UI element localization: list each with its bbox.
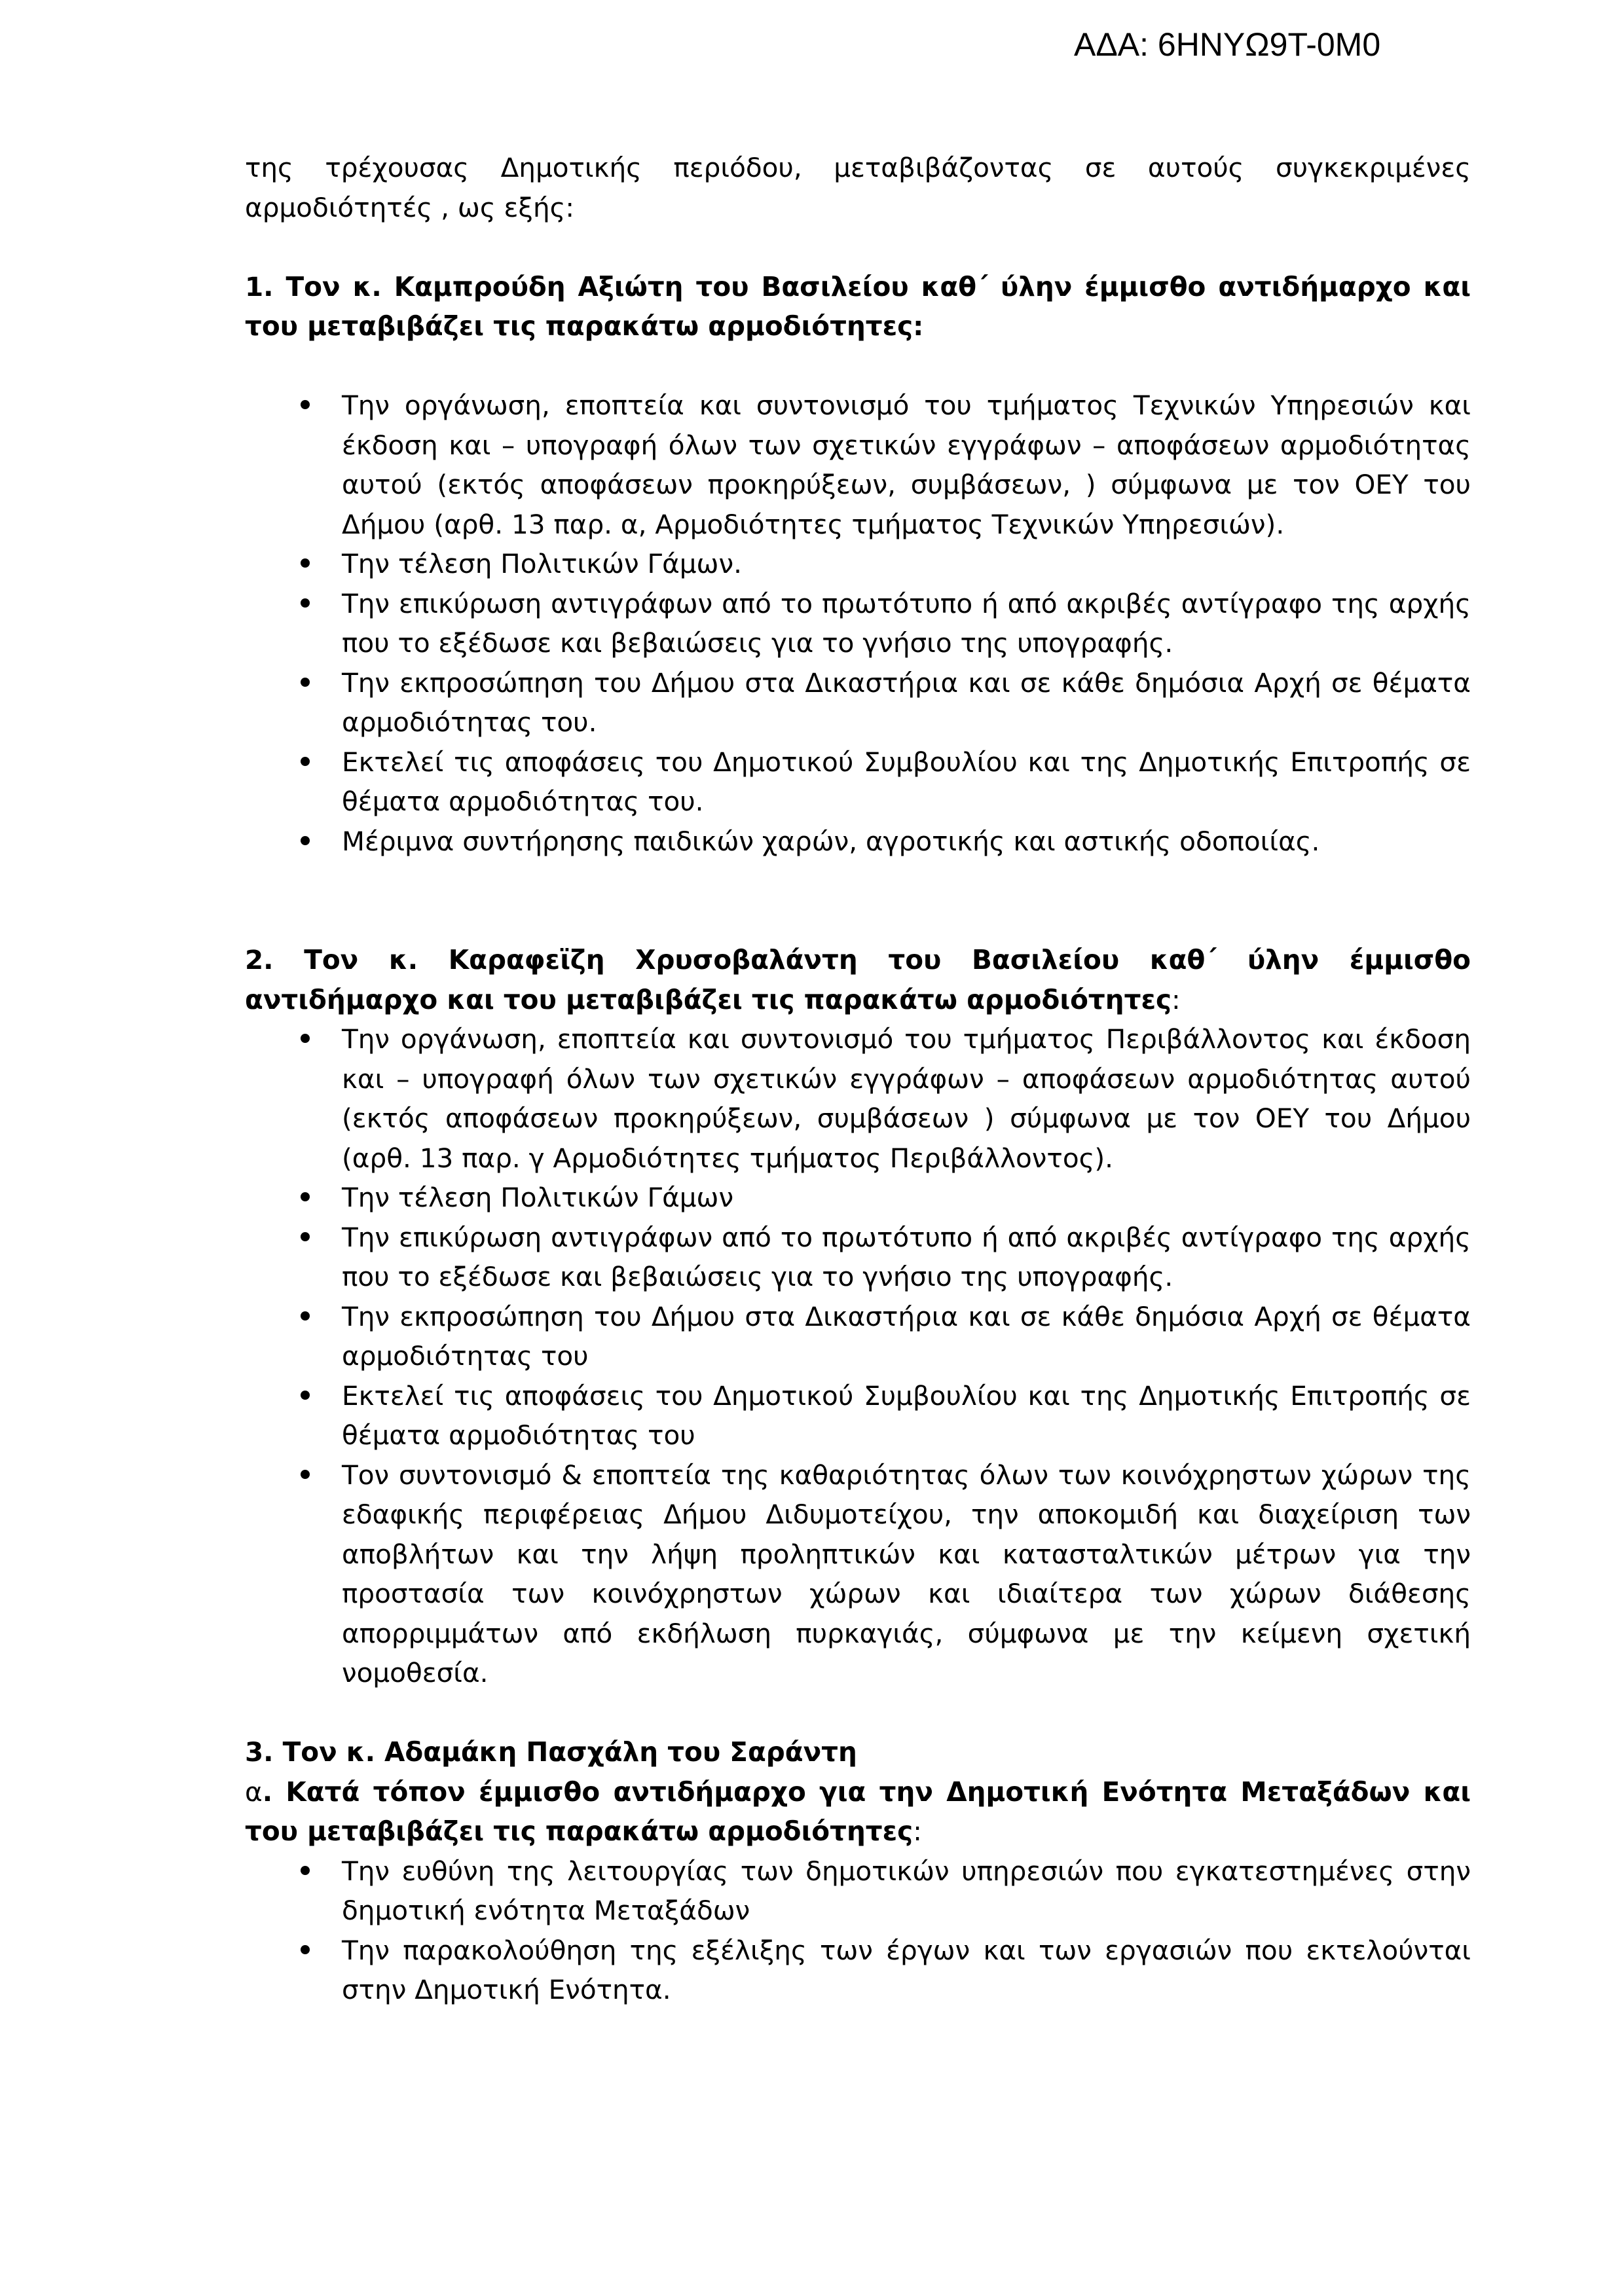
bullet-icon [299, 584, 312, 624]
list-item [245, 544, 1471, 584]
bullet-icon [299, 663, 312, 703]
spacer [245, 346, 1471, 386]
list-item-text: Την οργάνωση, εποπτεία και συντονισμό του τμήματος Περιβάλλοντος και έκδοση και – υπογραφή όλων των σχετικών εγγράφων – αποφάσεων αρμοδιότητας αυτού (εκτός αποφάσεων προκηρύξεων, συμβάσεων ) σύμφωνα με τον ΟΕΥ του Δήμου (αρθ. 13 παρ. γ Αρμοδιότητες τμήματος Περιβάλλοντος). [342, 1023, 1471, 1174]
list-item [245, 1455, 1471, 1693]
bullet-icon [299, 1218, 312, 1258]
list-item [245, 1019, 1471, 1178]
list-item-text: Μέριμνα συντήρησης παιδικών χαρών, αγροτικής και αστικής οδοποιίας. [342, 825, 1320, 857]
section-3a-heading-text: . Κατά τόπον έμμισθο αντιδήμαρχο για την Δημοτική Ενότητα Μεταξάδων και του μεταβιβάζει τις παρακάτω αρμοδιότητες [245, 1776, 1471, 1847]
document-body [245, 148, 1471, 2010]
list-item-text: Την τέλεση Πολιτικών Γάμων [342, 1182, 734, 1213]
list-item-text: Εκτελεί τις αποφάσεις του Δημοτικού Συμβουλίου και της Δημοτικής Επιτροπής σε θέματα αρμοδιότητας του. [342, 746, 1471, 817]
section-1-list [245, 386, 1471, 861]
list-item-text: Εκτελεί τις αποφάσεις του Δημοτικού Συμβουλίου και της Δημοτικής Επιτροπής σε θέματα αρμοδιότητας του [342, 1379, 1471, 1451]
bullet-icon [299, 544, 312, 584]
ada-code: ΑΔΑ: 6HNYΩ9T-0M0 [1074, 26, 1381, 63]
list-item [245, 1376, 1471, 1455]
list-item [245, 663, 1471, 742]
bullet-icon [299, 1297, 312, 1337]
list-item [245, 584, 1471, 663]
list-item-text: Την τέλεση Πολιτικών Γάμων. [342, 548, 742, 579]
list-item-text: Την εκπροσώπηση του Δήμου στα Δικαστήρια και σε κάθε δημόσια Αρχή σε θέματα αρμοδιότητας του. [342, 666, 1471, 738]
bullet-icon [299, 742, 312, 782]
list-item-text: Τον συντονισμό & εποπτεία της καθαριότητας όλων των κοινόχρηστων χώρων της εδαφικής περιφέρειας Δήμου Διδυμοτείχου, την αποκομιδή και διαχείριση των αποβλήτων και την λήψη προληπτικών και κατασταλτικών μέτρων για την προστασία των κοινόχρηστων χώρων και ιδιαίτερα των χώρων διάθεσης απορριμμάτων από εκδήλωση πυρκαγιάς, σύμφωνα με την κείμενη σχετική νομοθεσία. [342, 1459, 1471, 1688]
list-item [245, 1297, 1471, 1376]
section-3-list [245, 1851, 1471, 2010]
section-3a-heading-colon: : [913, 1815, 922, 1847]
list-item-text: Την εκπροσώπηση του Δήμου στα Δικαστήρια και σε κάθε δημόσια Αρχή σε θέματα αρμοδιότητας του [342, 1300, 1471, 1372]
section-3-heading: 3. Τον κ. Αδαμάκη Πασχάλη του Σαράντη [245, 1736, 857, 1768]
section-2 [245, 940, 1471, 1693]
section-2-heading-colon: : [1172, 983, 1181, 1015]
bullet-icon [299, 1178, 312, 1218]
section-2-list [245, 1019, 1471, 1693]
list-item [245, 1178, 1471, 1218]
list-item-text: Την επικύρωση αντιγράφων από το πρωτότυπο ή από ακριβές αντίγραφο της αρχής που το εξέδωσε και βεβαιώσεις για το γνήσιο της υπογραφής. [342, 1221, 1471, 1292]
list-item-text: Την επικύρωση αντιγράφων από το πρωτότυπο ή από ακριβές αντίγραφο της αρχής που το εξέδωσε και βεβαιώσεις για το γνήσιο της υπογραφής. [342, 587, 1471, 659]
list-item [245, 1218, 1471, 1297]
list-item [245, 1931, 1471, 2010]
spacer [245, 1693, 1471, 1733]
bullet-icon [299, 1931, 312, 1971]
list-item [245, 742, 1471, 822]
list-item [245, 386, 1471, 544]
intro-paragraph: της τρέχουσας Δημοτικής περιόδου, μεταβιβάζοντας σε αυτούς συγκεκριμένες αρμοδιότητές , ως εξής: [245, 152, 1471, 223]
section-3 [245, 1732, 1471, 2010]
spacer [245, 227, 1471, 267]
list-item [245, 822, 1471, 862]
spacer [245, 861, 1471, 940]
section-1-heading: 1. Τον κ. Καμπρούδη Αξιώτη του Βασιλείου καθ΄ ύλην έμμισθο αντιδήμαρχο και του μεταβιβάζει τις παρακάτω αρμοδιότητες: [245, 270, 1471, 342]
list-item-text: Την ευθύνη της λειτουργίας των δημοτικών υπηρεσιών που εγκατεστημένες στην δημοτική ενότητα Μεταξάδων [342, 1855, 1471, 1926]
section-2-heading [245, 940, 1471, 1019]
bullet-icon [299, 386, 312, 426]
list-item [245, 1851, 1471, 1931]
list-item-text: Την παρακολούθηση της εξέλιξης των έργων και των εργασιών που εκτελούνται στην Δημοτική Ενότητα. [342, 1934, 1471, 2005]
section-2-heading-text: 2. Τον κ. Καραφεϊζη Χρυσοβαλάντη του Βασιλείου καθ΄ ύλην έμμισθο αντιδήμαρχο και του μεταβιβάζει τις παρακάτω αρμοδιότητες [245, 944, 1471, 1015]
bullet-icon [299, 822, 312, 862]
bullet-icon [299, 1376, 312, 1416]
bullet-icon [299, 1455, 312, 1495]
section-3a-heading [245, 1772, 1471, 1851]
section-3a-marker: α [245, 1776, 263, 1808]
section-1 [245, 267, 1471, 862]
list-item-text: Την οργάνωση, εποπτεία και συντονισμό του τμήματος Τεχνικών Υπηρεσιών και έκδοση και – υπογραφή όλων των σχετικών εγγράφων – αποφάσεων αρμοδιότητας αυτού (εκτός αποφάσεων προκηρύξεων, συμβάσεων, ) σύμφωνα με τον ΟΕΥ του Δήμου (αρθ. 13 παρ. α, Αρμοδιότητες τμήματος Τεχνικών Υπηρεσιών). [342, 390, 1471, 540]
bullet-icon [299, 1851, 312, 1891]
bullet-icon [299, 1019, 312, 1059]
